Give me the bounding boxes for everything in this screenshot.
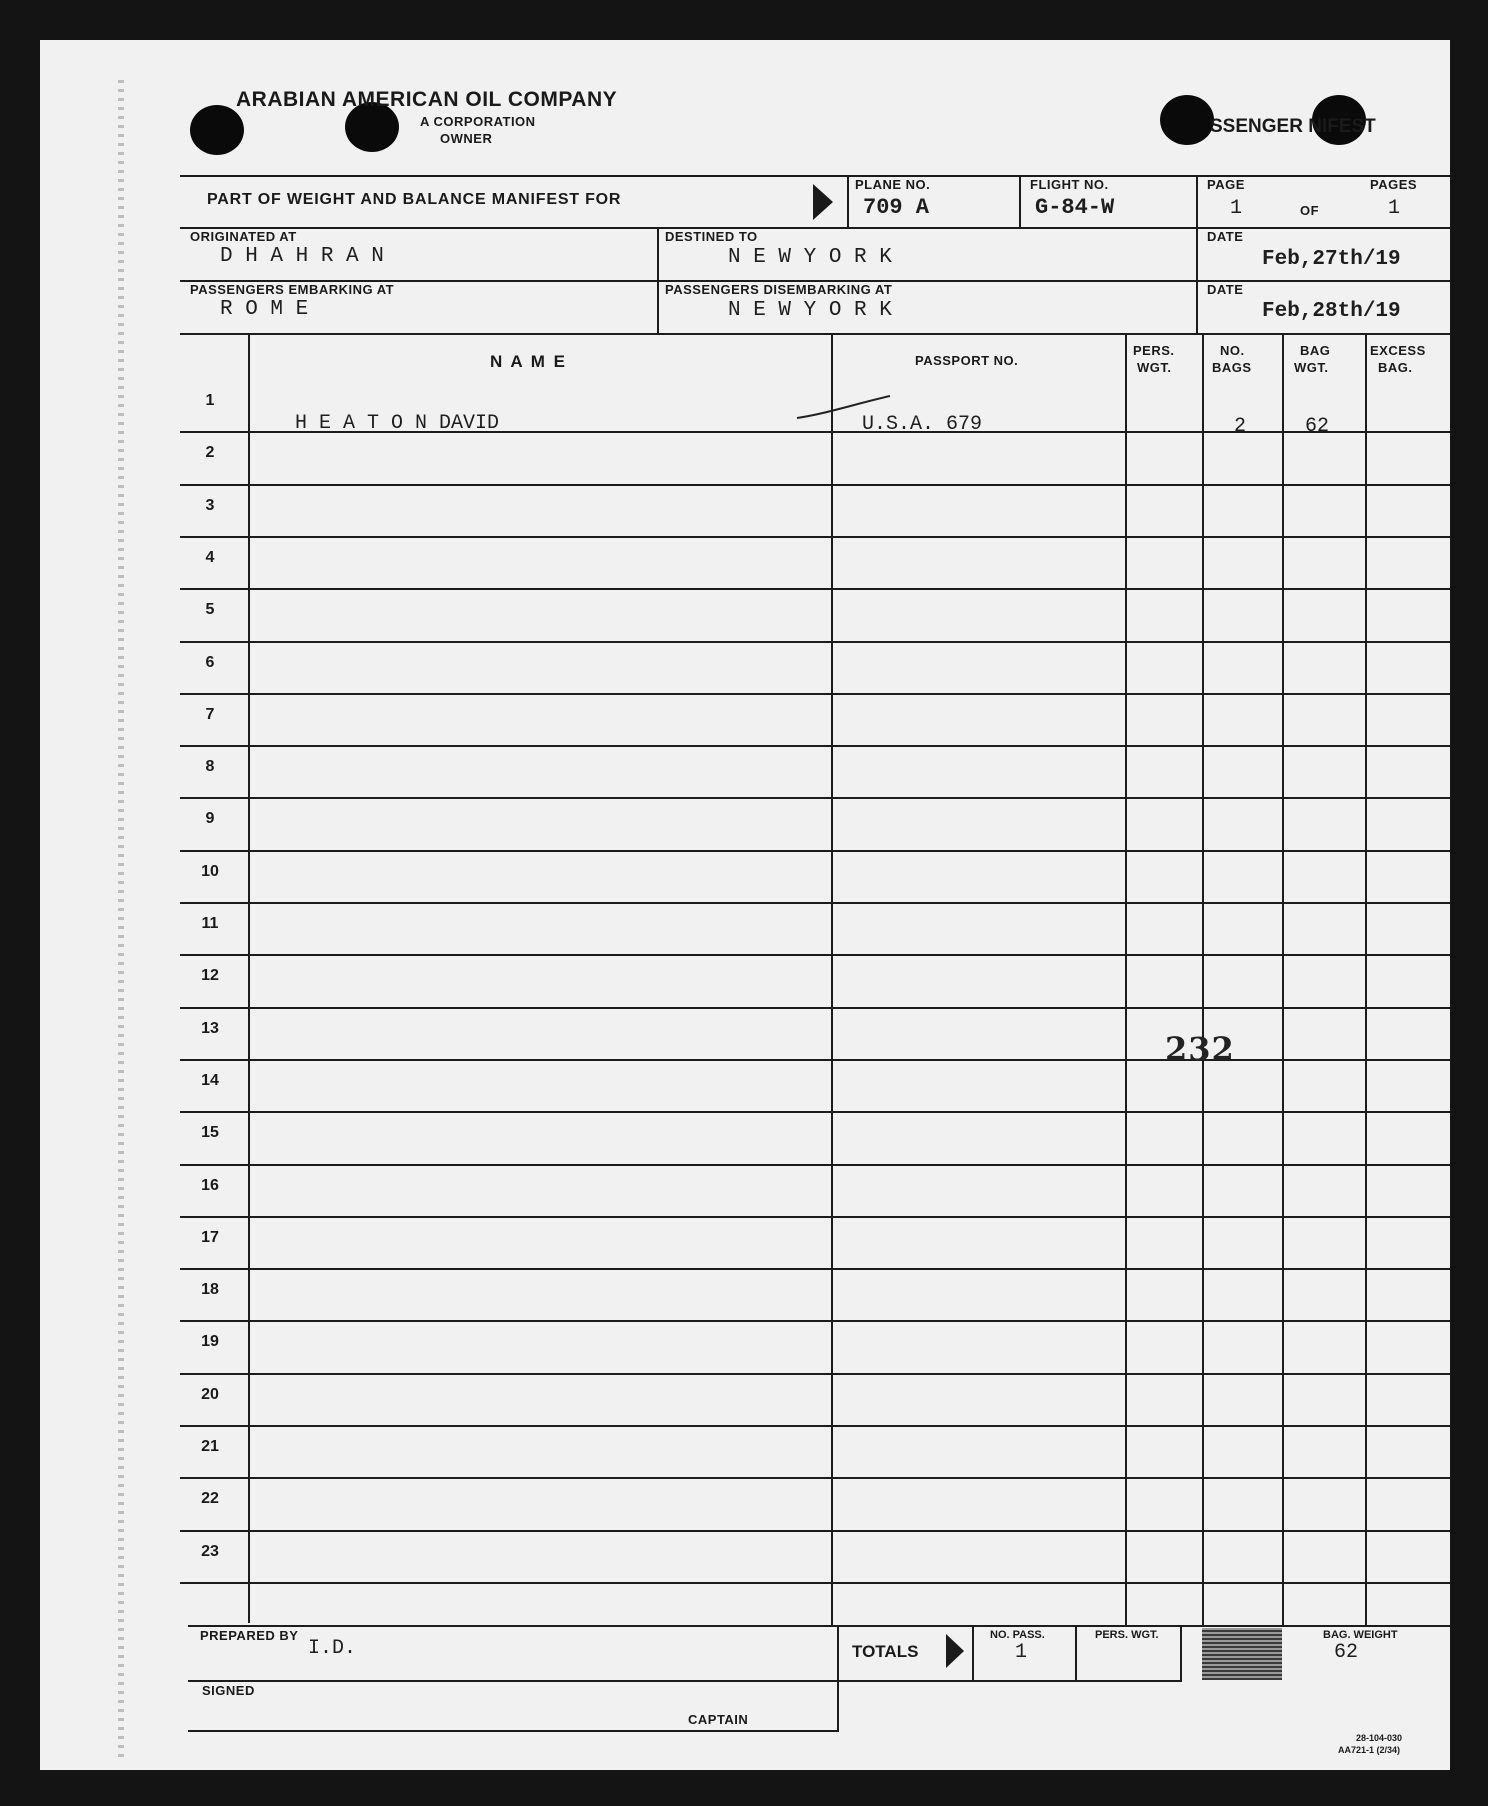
rule <box>837 1625 839 1732</box>
row-number: 23 <box>201 1542 219 1560</box>
captain-label: CAPTAIN <box>688 1712 749 1727</box>
row-number: 18 <box>201 1281 219 1299</box>
embarking-label: PASSENGERS EMBARKING AT <box>190 282 395 297</box>
perforation-edge <box>118 80 124 1760</box>
arrow-icon <box>946 1634 964 1668</box>
rule <box>657 227 659 333</box>
passenger-bag-wgt: 62 <box>1305 415 1330 438</box>
table-row <box>180 1477 1450 1479</box>
table-row <box>180 1268 1450 1270</box>
rule <box>180 333 1450 335</box>
rule <box>1125 333 1127 1627</box>
table-row <box>180 1425 1450 1427</box>
row-number: 1 <box>205 392 215 409</box>
table-row <box>180 1373 1450 1375</box>
row-number: 20 <box>201 1385 219 1403</box>
table-row <box>180 641 1450 643</box>
no-pass-value: 1 <box>1015 1641 1028 1664</box>
column-bag-wgt-2: WGT. <box>1294 360 1329 375</box>
table-row <box>180 1582 1450 1584</box>
corporation-label: A CORPORATION <box>420 114 536 129</box>
originated-value: D H A H R A N <box>220 245 384 268</box>
punch-hole <box>190 105 244 155</box>
totals-label: TOTALS <box>852 1642 919 1661</box>
table-row <box>180 693 1450 695</box>
row-number: 21 <box>201 1438 219 1455</box>
date2-value: Feb,28th/19 <box>1262 300 1401 323</box>
column-excess: EXCESS <box>1370 343 1426 358</box>
shaded-box <box>1202 1628 1282 1680</box>
table-row <box>180 902 1450 904</box>
table-row <box>180 1320 1450 1322</box>
column-excess-2: BAG. <box>1378 360 1413 375</box>
rule <box>837 1680 1182 1682</box>
bag-weight-label: BAG. WEIGHT <box>1323 1629 1398 1641</box>
rule <box>831 333 833 1625</box>
rule <box>180 175 1450 177</box>
embarking-value: R O M E <box>220 298 309 321</box>
passenger-bags: 2 <box>1234 415 1247 438</box>
column-name: N A M E <box>490 352 567 371</box>
column-pers-wgt-2: WGT. <box>1137 360 1172 375</box>
column-bag-wgt: BAG <box>1300 343 1331 358</box>
row-number: 7 <box>205 705 215 723</box>
disembarking-value: N E W Y O R K <box>728 299 892 322</box>
row-number: 19 <box>201 1333 219 1351</box>
rule <box>188 1680 838 1682</box>
column-no-bags: NO. <box>1220 343 1245 358</box>
arrow-icon <box>813 184 833 220</box>
pers-wgt-label: PERS. WGT. <box>1095 1629 1159 1641</box>
prepared-by-label: PREPARED BY <box>200 1628 299 1643</box>
pen-mark <box>795 392 895 422</box>
row-number: 12 <box>201 967 219 985</box>
rule <box>1365 333 1367 1627</box>
rule <box>188 1625 1450 1627</box>
row-number: 11 <box>201 915 219 932</box>
table-row <box>180 484 1450 486</box>
table-row <box>180 1059 1450 1061</box>
table-row <box>180 536 1450 538</box>
table-row <box>180 745 1450 747</box>
row-number: 5 <box>205 601 215 619</box>
row-number: 3 <box>205 496 215 514</box>
row-number: 16 <box>201 1176 219 1194</box>
destined-value: N E W Y O R K <box>728 246 892 269</box>
row-number: 17 <box>201 1228 219 1246</box>
flight-no-value: G-84-W <box>1035 195 1115 220</box>
originated-label: ORIGINATED AT <box>190 229 297 244</box>
company-name: ARABIAN AMERICAN OIL COMPANY <box>236 88 618 111</box>
rule <box>1019 175 1021 227</box>
of-label: OF <box>1300 203 1320 218</box>
signed-label: SIGNED <box>202 1683 255 1698</box>
manifest-sheet <box>40 40 1450 1770</box>
rule <box>972 1625 974 1680</box>
prepared-by-value: I.D. <box>308 1637 357 1660</box>
pages-label: PAGES <box>1370 177 1418 192</box>
page-value: 1 <box>1230 197 1243 220</box>
rule <box>847 175 849 227</box>
row-number: 2 <box>205 444 215 462</box>
row-number: 9 <box>205 810 215 828</box>
row-number: 10 <box>201 862 219 880</box>
rule <box>1180 1625 1182 1680</box>
rule <box>1075 1625 1077 1680</box>
form-number: 28-104-030 <box>1356 1733 1403 1743</box>
column-no-bags-2: BAGS <box>1212 360 1252 375</box>
date1-value: Feb,27th/19 <box>1262 248 1401 271</box>
passenger-name: H E A T O N DAVID <box>295 412 500 435</box>
stamp-number: 232 <box>1165 1030 1235 1068</box>
owner-label: OWNER <box>440 131 493 146</box>
rule <box>1282 333 1284 1627</box>
table-row <box>180 954 1450 956</box>
table-row <box>180 1007 1450 1009</box>
rule <box>180 227 1450 229</box>
column-pers-wgt: PERS. <box>1133 343 1175 358</box>
pages-value: 1 <box>1388 197 1401 220</box>
rule <box>188 1730 838 1732</box>
manifest-title: SSENGER NIFEST <box>1210 116 1376 137</box>
rule <box>1196 175 1198 333</box>
rule <box>248 333 250 1623</box>
table-row <box>180 850 1450 852</box>
row-number: 4 <box>205 548 215 566</box>
table-row <box>180 1216 1450 1218</box>
column-passport: PASSPORT NO. <box>915 353 1019 368</box>
plane-no-label: PLANE NO. <box>855 177 931 192</box>
passenger-passport: U.S.A. 679 <box>862 413 983 436</box>
bag-weight-value: 62 <box>1334 1641 1359 1664</box>
table-row <box>180 1164 1450 1166</box>
plane-no-value: 709 A <box>863 195 930 220</box>
destined-label: DESTINED TO <box>665 229 758 244</box>
row-number: 8 <box>205 758 215 776</box>
rule <box>1202 333 1204 1627</box>
row-number: 14 <box>201 1071 219 1089</box>
row-number: 13 <box>201 1019 219 1037</box>
disembarking-label: PASSENGERS DISEMBARKING AT <box>665 282 893 297</box>
date1-label: DATE <box>1207 229 1244 244</box>
punch-hole <box>1160 95 1214 145</box>
flight-no-label: FLIGHT NO. <box>1030 177 1109 192</box>
row-number: 6 <box>205 653 215 671</box>
table-row <box>180 1530 1450 1532</box>
form-revision: AA721-1 (2/34) <box>1338 1745 1401 1755</box>
table-row <box>180 1111 1450 1113</box>
row-number: 15 <box>201 1124 219 1142</box>
date2-label: DATE <box>1207 282 1244 297</box>
table-row <box>180 588 1450 590</box>
part-of-label: PART OF WEIGHT AND BALANCE MANIFEST FOR <box>207 191 622 208</box>
no-pass-label: NO. PASS. <box>990 1629 1045 1641</box>
page-label: PAGE <box>1207 177 1245 192</box>
table-row <box>180 797 1450 799</box>
row-number: 22 <box>201 1490 219 1508</box>
